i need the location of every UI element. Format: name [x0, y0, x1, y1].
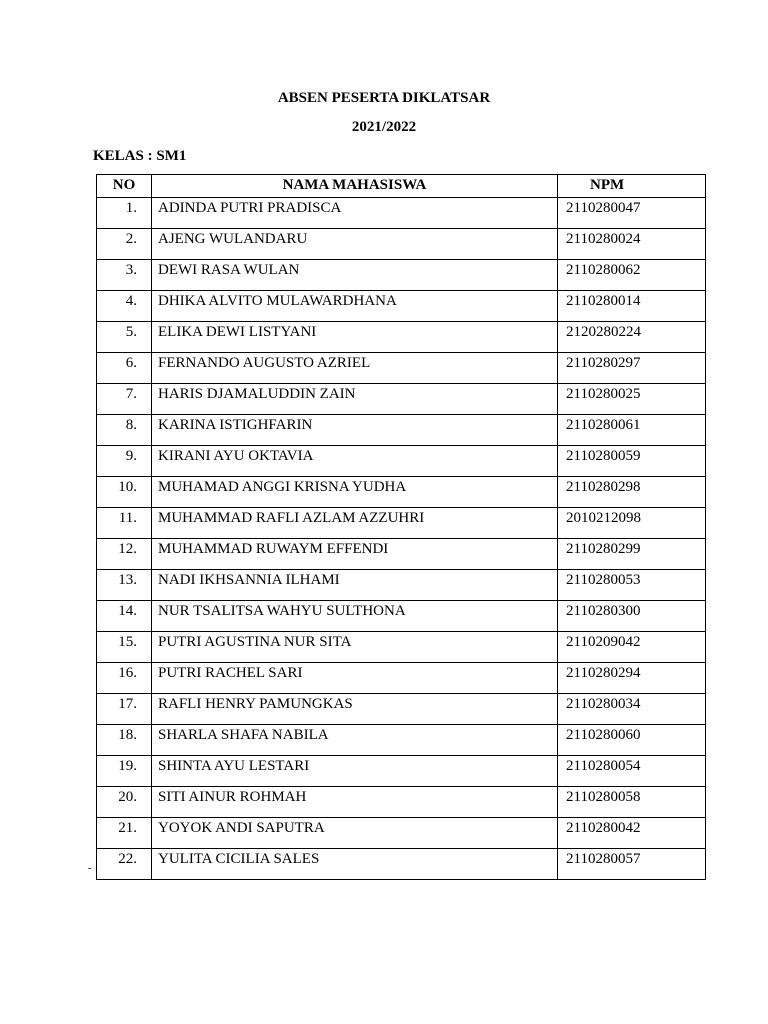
table-header	[97, 175, 706, 198]
row-number: 11.	[97, 508, 152, 539]
row-number: 22.	[97, 849, 152, 880]
student-npm: 2110280054	[558, 756, 706, 787]
student-name: KIRANI AYU OKTAVIA	[152, 446, 558, 477]
student-name: PUTRI RACHEL SARI	[152, 663, 558, 694]
table-row	[97, 694, 706, 725]
student-name: HARIS DJAMALUDDIN ZAIN	[152, 384, 558, 415]
student-npm: 2110280062	[558, 260, 706, 291]
row-number: 16.	[97, 663, 152, 694]
student-name: MUHAMMAD RUWAYM EFFENDI	[152, 539, 558, 570]
student-npm: 2110280034	[558, 694, 706, 725]
student-npm: 2120280224	[558, 322, 706, 353]
student-npm: 2110280060	[558, 725, 706, 756]
table-row	[97, 508, 706, 539]
document-year: 2021/2022	[351, 119, 417, 135]
row-number: 13.	[97, 570, 152, 601]
row-number: 19.	[97, 756, 152, 787]
student-npm: 2110209042	[558, 632, 706, 663]
student-name: DHIKA ALVITO MULAWARDHANA	[152, 291, 558, 322]
student-name: SHINTA AYU LESTARI	[152, 756, 558, 787]
student-name: YULITA CICILIA SALES	[152, 849, 558, 880]
row-number: 8.	[97, 415, 152, 446]
student-name: ELIKA DEWI LISTYANI	[152, 322, 558, 353]
student-name: SHARLA SHAFA NABILA	[152, 725, 558, 756]
row-number: 14.	[97, 601, 152, 632]
class-label: KELAS : SM1	[93, 148, 187, 164]
row-number: 2.	[97, 229, 152, 260]
table-row	[97, 539, 706, 570]
student-name: AJENG WULANDARU	[152, 229, 558, 260]
table-row	[97, 229, 706, 260]
row-number: 15.	[97, 632, 152, 663]
student-name: MUHAMAD ANGGI KRISNA YUDHA	[152, 477, 558, 508]
student-npm: 2110280057	[558, 849, 706, 880]
student-npm: 2110280053	[558, 570, 706, 601]
row-number: 7.	[97, 384, 152, 415]
table-row	[97, 446, 706, 477]
table-row	[97, 663, 706, 694]
row-number: 5.	[97, 322, 152, 353]
student-npm: 2110280058	[558, 787, 706, 818]
table-row	[97, 570, 706, 601]
table-row	[97, 756, 706, 787]
student-name: NUR TSALITSA WAHYU SULTHONA	[152, 601, 558, 632]
student-npm: 2110280297	[558, 353, 706, 384]
row-number: 12.	[97, 539, 152, 570]
row-number: 17.	[97, 694, 152, 725]
student-name: PUTRI AGUSTINA NUR SITA	[152, 632, 558, 663]
student-name: SITI AINUR ROHMAH	[152, 787, 558, 818]
student-npm: 2110280298	[558, 477, 706, 508]
row-number: 20.	[97, 787, 152, 818]
row-number: 9.	[97, 446, 152, 477]
header-npm: NPM	[558, 175, 706, 198]
student-npm: 2110280059	[558, 446, 706, 477]
table-row	[97, 632, 706, 663]
table-row	[97, 384, 706, 415]
student-name: DEWI RASA WULAN	[152, 260, 558, 291]
table-row	[97, 260, 706, 291]
table-row	[97, 291, 706, 322]
table-row	[97, 601, 706, 632]
table-body	[97, 198, 706, 880]
table-row	[97, 725, 706, 756]
student-npm: 2110280294	[558, 663, 706, 694]
row-number: 3.	[97, 260, 152, 291]
student-name: RAFLI HENRY PAMUNGKAS	[152, 694, 558, 725]
row-number: 21.	[97, 818, 152, 849]
table-row	[97, 415, 706, 446]
student-npm: 2110280042	[558, 818, 706, 849]
student-npm: 2010212098	[558, 508, 706, 539]
row-number: 1.	[97, 198, 152, 229]
attendance-table	[96, 174, 706, 880]
table-row	[97, 322, 706, 353]
header-row	[97, 175, 706, 198]
student-npm: 2110280024	[558, 229, 706, 260]
header-no: NO	[97, 175, 152, 198]
student-name: FERNANDO AUGUSTO AZRIEL	[152, 353, 558, 384]
row-number: 18.	[97, 725, 152, 756]
student-name: NADI IKHSANNIA ILHAMI	[152, 570, 558, 601]
student-name: KARINA ISTIGHFARIN	[152, 415, 558, 446]
student-npm: 2110280047	[558, 198, 706, 229]
student-npm: 2110280025	[558, 384, 706, 415]
table-row	[97, 477, 706, 508]
student-name: YOYOK ANDI SAPUTRA	[152, 818, 558, 849]
table-row	[97, 849, 706, 880]
table-row	[97, 198, 706, 229]
row-number: 4.	[97, 291, 152, 322]
student-npm: 2110280300	[558, 601, 706, 632]
row-number: 10.	[97, 477, 152, 508]
document-title: ABSEN PESERTA DIKLATSAR	[277, 90, 491, 106]
student-name: MUHAMMAD RAFLI AZLAM AZZUHRI	[152, 508, 558, 539]
row-number: 6.	[97, 353, 152, 384]
student-npm: 2110280014	[558, 291, 706, 322]
student-name: ADINDA PUTRI PRADISCA	[152, 198, 558, 229]
table-row	[97, 353, 706, 384]
footer-mark: -	[88, 863, 92, 874]
table-row	[97, 818, 706, 849]
student-npm: 2110280061	[558, 415, 706, 446]
table-row	[97, 787, 706, 818]
student-npm: 2110280299	[558, 539, 706, 570]
header-name: NAMA MAHASISWA	[152, 175, 558, 198]
